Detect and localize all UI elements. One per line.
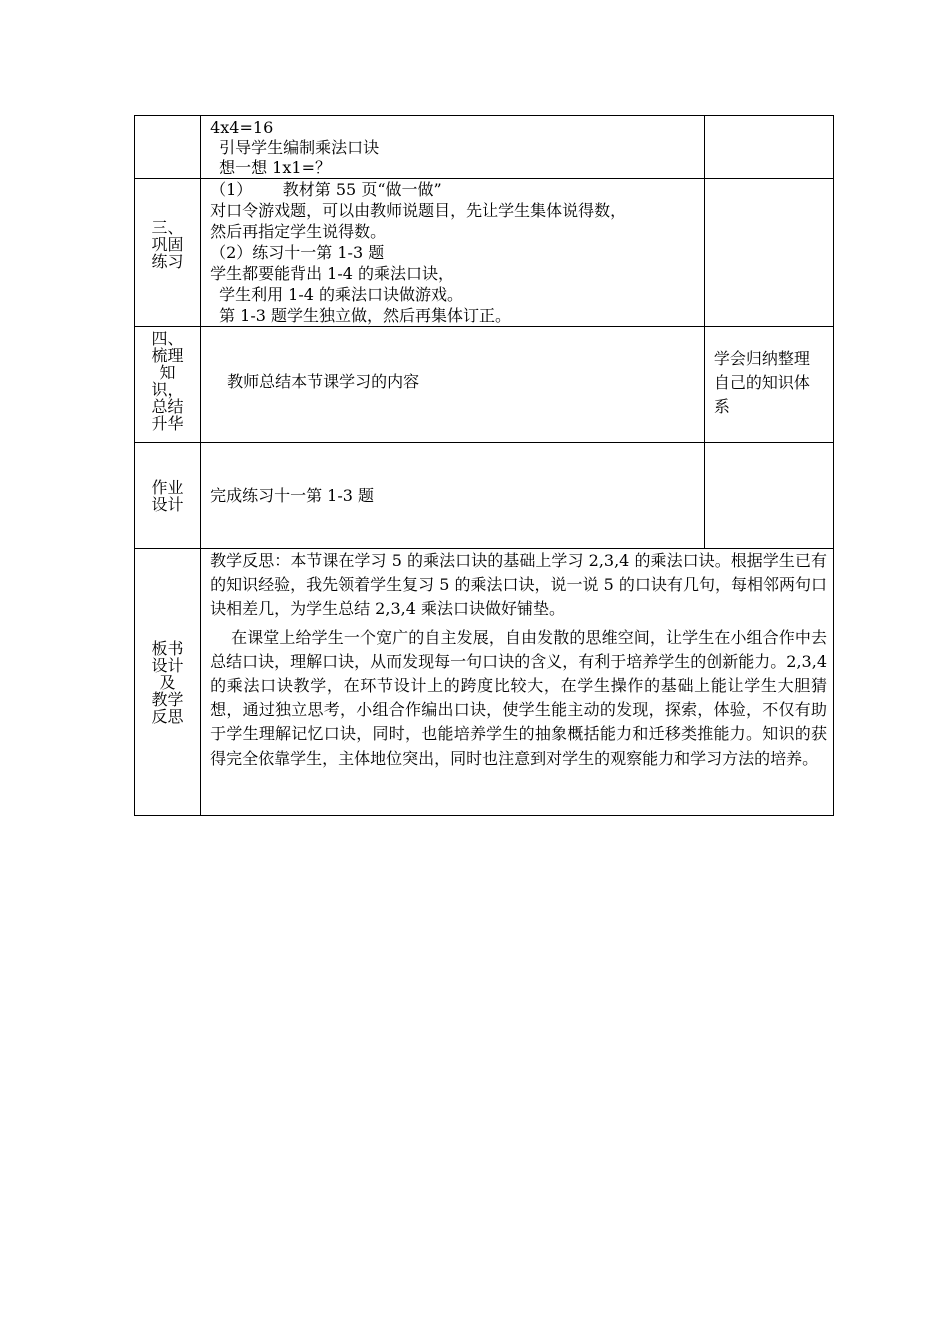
intro-line-3: 想一想 1x1=？ <box>219 158 331 177</box>
practice-line-5: 学生都要能背出 1-4 的乘法口诀， <box>210 264 455 283</box>
practice-notes <box>704 179 833 327</box>
homework-notes <box>704 443 833 549</box>
homework-text: 完成练习十一第 1-3 题 <box>210 486 375 505</box>
practice-header-line-1: 三、 <box>151 218 184 237</box>
summary-header-line-5: 总结 <box>151 397 184 416</box>
table-row-summary <box>135 327 834 443</box>
practice-header-line-2: 巩固 <box>151 235 184 254</box>
lesson-plan-table <box>134 115 834 816</box>
reflection-header-line-2: 设计 <box>151 655 184 675</box>
table-row-homework <box>135 443 834 549</box>
reflection-paragraph-2: 在课堂上给学生一个宽广的自主发展，自由发散的思维空间，让学生在小组合作中去总结口诀，理解口诀，从而发现每一句口诀的含义，有利于培养学生的创新能力。2,3,4 的乘法口诀教学，在环节设计上的跨度比较大，在学生操作的基础上能让学生大胆猜想，通过独立思考，小组合作编出口诀，使学生能主动的发现，探索，体验，不仅有助于学生理解记忆口诀，同时，也能培养学生的抽象概括能力和迁移类推能力。知识的获得完全依靠学生，主体地位突出，同时也注意到对学生的观察能力和学习方法的培养。 <box>210 627 827 768</box>
practice-content <box>201 179 705 327</box>
table-row-practice <box>135 179 834 327</box>
row-header-reflection <box>135 549 201 816</box>
summary-header-line-6: 升华 <box>151 414 184 433</box>
intro-content <box>201 116 705 179</box>
row-header-summary <box>135 327 201 443</box>
row-header-intro <box>135 116 201 179</box>
reflection-content <box>201 549 834 816</box>
practice-line-6: 学生利用 1-4 的乘法口诀做游戏。 <box>219 285 464 304</box>
row-header-practice <box>135 179 201 327</box>
table-row-reflection <box>135 549 834 816</box>
homework-header-line-2: 设计 <box>151 494 184 514</box>
summary-content <box>201 327 705 443</box>
reflection-header-line-4: 教学 <box>151 689 184 709</box>
practice-line-1: （1） 教材第 55 页“做一做” <box>210 180 442 199</box>
practice-line-3: 然后再指定学生说得数。 <box>210 222 387 241</box>
reflection-header-line-5: 反思 <box>151 706 184 726</box>
summary-text: 教师总结本节课学习的内容 <box>227 372 420 391</box>
summary-header-line-3: 知 <box>159 363 176 382</box>
summary-side-note-cell <box>704 327 833 443</box>
table-row-intro <box>135 116 834 179</box>
reflection-header-line-1: 板书 <box>151 638 184 658</box>
summary-header-line-2: 梳理 <box>151 346 184 365</box>
homework-content <box>201 443 705 549</box>
summary-header-line-4: 识， <box>151 380 184 399</box>
practice-line-4: （2）练习十一第 1-3 题 <box>210 243 385 262</box>
reflection-paragraph-1: 教学反思：本节课在学习 5 的乘法口诀的基础上学习 2,3,4 的乘法口诀。根据学生已有的知识经验，我先领着学生复习 5 的乘法口诀，说一说 5 的口诀有几句，每相邻两句口诀相差几，为学生总结 2,3,4 乘法口诀做好铺垫。 <box>210 551 827 619</box>
intro-line-1: 4x4=16 <box>210 118 274 137</box>
summary-header-line-1: 四、 <box>151 329 184 348</box>
intro-notes <box>704 116 833 179</box>
practice-line-2: 对口令游戏题，可以由教师说题目，先让学生集体说得数， <box>210 201 627 220</box>
homework-header-line-1: 作业 <box>151 477 184 497</box>
row-header-homework <box>135 443 201 549</box>
practice-line-7: 第 1-3 题学生独立做，然后再集体订正。 <box>219 306 512 325</box>
reflection-header-line-3: 及 <box>159 672 176 692</box>
intro-line-2: 引导学生编制乘法口诀 <box>219 138 380 157</box>
summary-side-note: 学会归纳整理自己的知识体系 <box>713 349 810 416</box>
practice-header-line-3: 练习 <box>151 252 184 271</box>
